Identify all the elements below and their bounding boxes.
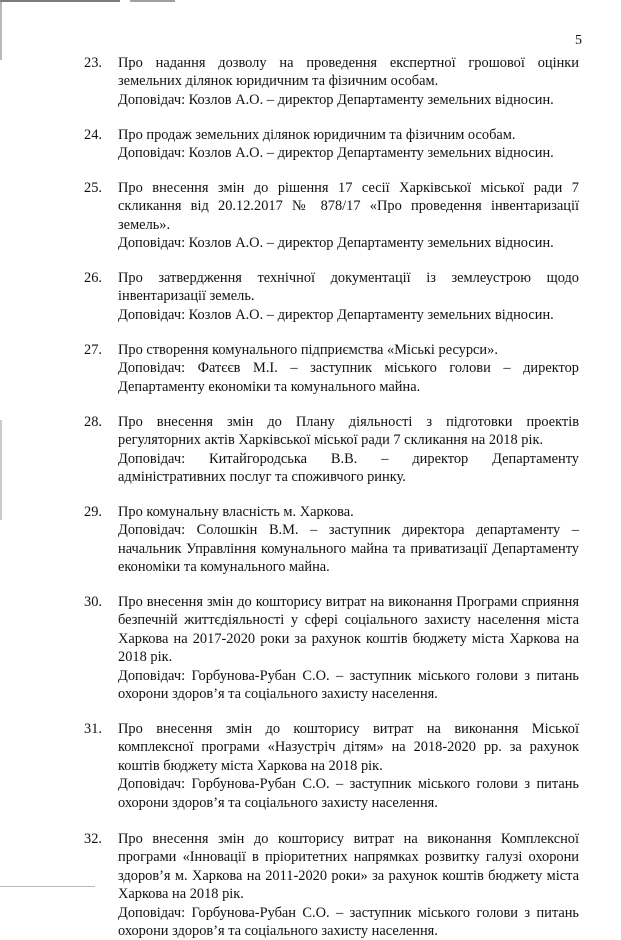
item-number: 24. bbox=[84, 127, 102, 143]
item-number: 32. bbox=[84, 831, 102, 847]
item-number: 30. bbox=[84, 594, 102, 610]
scan-edge-left bbox=[0, 0, 2, 890]
agenda-list bbox=[84, 54, 579, 940]
item-body bbox=[118, 269, 579, 341]
item-speaker: Доповідач: Козлов А.О. – директор Департаменту земельних відносин. bbox=[118, 91, 554, 108]
agenda-item-24 bbox=[84, 126, 579, 179]
item-body bbox=[118, 341, 579, 413]
item-speaker: Доповідач: Горбунова-Рубан С.О. – заступник міського голови з питань охорони здоров’я та соціального захисту населення. bbox=[118, 776, 579, 811]
agenda-item-25 bbox=[84, 179, 579, 269]
item-body bbox=[118, 179, 579, 269]
item-speaker: Доповідач: Горбунова-Рубан С.О. – заступник міського голови з питань охорони здоров’я та соціального захисту населення. bbox=[118, 904, 579, 940]
page-number: 5 bbox=[575, 33, 582, 48]
item-title: Про внесення змін до кошторису витрат на виконання Міської комплексної програми «Назустріч дітям» на 2018-2020 рр. за рахунок коштів бюджету міста Харкова на 2018 рік. bbox=[118, 721, 579, 774]
item-body bbox=[118, 830, 579, 940]
item-title: Про комунальну власність м. Харкова. bbox=[118, 504, 354, 520]
agenda-item-28 bbox=[84, 413, 579, 503]
item-title: Про внесення змін до кошторису витрат на виконання Програми сприяння безпечній життєдіяльності у сфері соціального захисту населення міста Харкова на 2017-2020 роки за рахунок коштів бюджету міста Харкова на 2018 рік. bbox=[118, 594, 579, 666]
agenda-item-27 bbox=[84, 341, 579, 413]
item-body bbox=[118, 593, 579, 720]
item-title: Про створення комунального підприємства «Міські ресурси». bbox=[118, 342, 498, 358]
agenda-item-23 bbox=[84, 54, 579, 126]
scan-edge-top bbox=[0, 0, 175, 2]
agenda-item-32 bbox=[84, 830, 579, 940]
item-speaker: Доповідач: Козлов А.О. – директор Департаменту земельних відносин. bbox=[118, 145, 554, 162]
item-body bbox=[118, 720, 579, 830]
scan-edge-bottom bbox=[0, 886, 95, 887]
item-number: 31. bbox=[84, 721, 102, 737]
agenda-item-26 bbox=[84, 269, 579, 341]
item-speaker: Доповідач: Козлов А.О. – директор Департаменту земельних відносин. bbox=[118, 306, 554, 323]
item-title: Про внесення змін до Плану діяльності з підготовки проектів регуляторних актів Харківської міської ради 7 скликання на 2018 рік. bbox=[118, 414, 579, 449]
item-body bbox=[118, 413, 579, 503]
item-number: 27. bbox=[84, 342, 102, 358]
item-title: Про продаж земельних ділянок юридичним та фізичним особам. bbox=[118, 127, 516, 143]
item-title: Про внесення змін до кошторису витрат на виконання Комплексної програми «Інновації в пріоритетних напрямках розвитку галузі охорони здоров’я м. Харкова на 2011-2020 роки» за рахунок коштів бюджету міста Харкова на 2018 рік. bbox=[118, 831, 579, 903]
item-speaker: Доповідач: Горбунова-Рубан С.О. – заступник міського голови з питань охорони здоров’я та соціального захисту населення. bbox=[118, 667, 579, 703]
item-body bbox=[118, 126, 579, 179]
item-title: Про надання дозволу на проведення експертної грошової оцінки земельних ділянок юридичним та фізичним особам. bbox=[118, 55, 579, 90]
item-title: Про затвердження технічної документації із землеустрою щодо інвентаризації земель. bbox=[118, 270, 579, 305]
item-speaker: Доповідач: Фатєєв М.І. – заступник міського голови – директор Департаменту економіки та комунального майна. bbox=[118, 360, 579, 395]
item-title: Про внесення змін до рішення 17 сесії Харківської міської ради 7 скликання від 20.12.2017 № 878/17 «Про проведення інвентаризації земель». bbox=[118, 180, 579, 233]
item-speaker: Доповідач: Козлов А.О. – директор Департаменту земельних відносин. bbox=[118, 235, 554, 252]
agenda-item-29 bbox=[84, 503, 579, 593]
item-body bbox=[118, 54, 579, 126]
item-number: 29. bbox=[84, 504, 102, 520]
item-number: 23. bbox=[84, 55, 102, 71]
agenda-item-30 bbox=[84, 593, 579, 720]
item-number: 25. bbox=[84, 180, 102, 196]
item-number: 26. bbox=[84, 270, 102, 286]
item-speaker: Доповідач: Китайгородська В.В. – директор Департаменту адміністративних послуг та споживчого ринку. bbox=[118, 450, 579, 486]
agenda-item-31 bbox=[84, 720, 579, 830]
item-number: 28. bbox=[84, 414, 102, 430]
item-speaker: Доповідач: Солошкін В.М. – заступник директора департаменту – начальник Управління комунального майна та приватизації Департаменту економіки та комунального майна. bbox=[118, 522, 579, 576]
item-body bbox=[118, 503, 579, 593]
